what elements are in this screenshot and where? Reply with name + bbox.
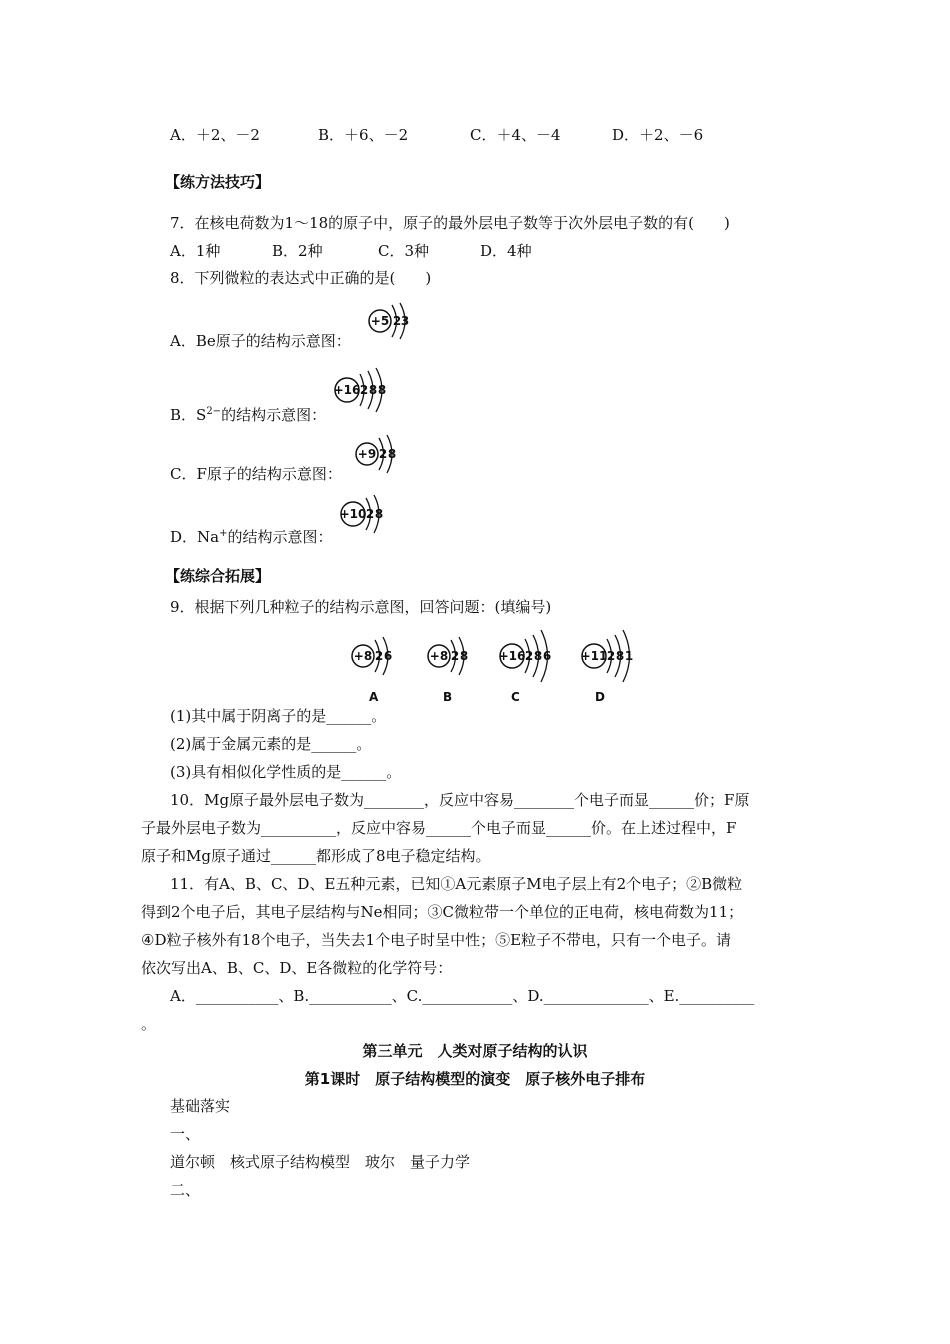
q8-option-c-diagram — [350, 430, 410, 480]
shell-count: 8 — [615, 649, 625, 663]
q11-answer-blanks: A．___________、B.___________、C.____________、D.______________、E.__________ — [170, 987, 755, 1005]
shell-count: 2 — [378, 447, 388, 461]
q7-option-c: C．3种 — [378, 242, 430, 260]
q11-line-4: 依次写出A、B、C、D、E各微粒的化学符号： — [141, 959, 453, 977]
shell-count: 2 — [392, 314, 402, 328]
shell-count: 2 — [450, 649, 460, 663]
q9-part-3: (3)具有相似化学性质的是______。 — [170, 763, 402, 781]
shell-count: 2 — [524, 649, 534, 663]
shell-count: 8 — [533, 649, 543, 663]
q9-part-1: (1)其中属于阴离子的是______。 — [170, 707, 387, 725]
q11-line-2: 得到2个电子后，其电子层结构与Ne相同；③C微粒带一个单位的正电荷，核电荷数为11； — [141, 903, 744, 921]
q8-option-c-text: C．F原子的结构示意图： — [170, 465, 342, 483]
q6-option-a: A．＋2、－2 — [170, 126, 260, 144]
nucleus-charge: +5 — [370, 314, 390, 328]
q10-line-1: 10．Mg原子最外层电子数为________，反应中容易________个电子而显______价；F原 — [170, 791, 750, 809]
nucleus-charge: +10 — [339, 507, 367, 521]
nucleus-charge: +8 — [429, 649, 449, 663]
answers-part-1: 一、 — [170, 1125, 201, 1143]
q8-stem: 8．下列微粒的表达式中正确的是( ) — [170, 269, 432, 287]
answers-basic-heading: 基础落实 — [170, 1097, 231, 1115]
q9-particle-c-diagram — [496, 626, 566, 686]
q7-option-b: B．2种 — [272, 242, 323, 260]
section-method-heading: 【练方法技巧】 — [165, 173, 271, 191]
nucleus-charge: +16 — [333, 383, 361, 397]
q10-line-2: 子最外层电子数为__________，反应中容易______个电子而显______价。在上述过程中，F — [141, 819, 737, 837]
q9-particle-b-label: B — [443, 690, 453, 704]
q7-option-d: D．4种 — [480, 242, 532, 260]
q9-particle-c-label: C — [511, 690, 520, 704]
q9-particle-d-label: D — [595, 690, 605, 704]
q6-option-d: D．＋2、－6 — [612, 126, 704, 144]
nucleus-charge: +8 — [353, 649, 373, 663]
q8-option-d-diagram — [336, 490, 396, 540]
shell-count: 8 — [368, 383, 378, 397]
shell-count: 8 — [459, 649, 469, 663]
q9-particle-a-diagram — [348, 632, 408, 682]
q8-option-a-diagram — [364, 297, 424, 347]
q9-particle-a-label: A — [369, 690, 379, 704]
q9-stem: 9．根据下列几种粒子的结构示意图，回答问题：(填编号) — [170, 598, 552, 616]
q8-option-a-text: A．Be原子的结构示意图： — [170, 332, 351, 350]
q10-line-3: 原子和Mg原子通过______都形成了8电子稳定结构。 — [141, 847, 491, 865]
lesson-title: 第1课时 原子结构模型的演变 原子核外电子排布 — [304, 1070, 646, 1088]
nucleus-charge: +9 — [357, 447, 377, 461]
q9-particle-d-diagram — [578, 626, 648, 686]
answers-part-2: 二、 — [170, 1181, 201, 1199]
q9-particle-b-diagram — [424, 632, 484, 682]
q7-stem: 7．在核电荷数为1～18的原子中，原子的最外层电子数等于次外层电子数的有( ) — [170, 214, 730, 232]
q7-option-a: A．1种 — [170, 242, 221, 260]
shell-count: 8 — [374, 507, 384, 521]
q6-option-c: C．＋4、－4 — [470, 126, 561, 144]
nucleus-charge: +16 — [498, 649, 526, 663]
answers-part-1-content: 道尔顿 核式原子结构模型 玻尔 量子力学 — [170, 1153, 471, 1171]
shell-count: 6 — [383, 649, 393, 663]
shell-count: 8 — [387, 447, 397, 461]
section-comprehensive-heading: 【练综合拓展】 — [165, 567, 271, 585]
shell-count: 2 — [606, 649, 616, 663]
q11-line-3: ④D粒子核外有18个电子，当失去1个电子时呈中性；⑤E粒子不带电，只有一个电子。请 — [141, 931, 732, 949]
q8-option-d-text: D．Na+的结构示意图： — [170, 528, 333, 546]
shell-count: 2 — [374, 649, 384, 663]
shell-count: 2 — [365, 507, 375, 521]
q8-option-b-diagram — [330, 365, 400, 417]
shell-count: 8 — [377, 383, 387, 397]
q6-option-b: B．＋6、－2 — [318, 126, 409, 144]
nucleus-charge: +11 — [580, 649, 608, 663]
shell-count: 2 — [359, 383, 369, 397]
shell-count: 6 — [542, 649, 552, 663]
unit-title: 第三单元 人类对原子结构的认识 — [362, 1042, 588, 1060]
q11-line-1: 11．有A、B、C、D、E五种元素，已知①A元素原子M电子层上有2个电子；②B微粒 — [170, 875, 743, 893]
shell-count: 1 — [624, 649, 634, 663]
q9-part-2: (2)属于金属元素的是______。 — [170, 735, 372, 753]
q8-option-b-text: B．$S^{2-}$的结构示意图： — [170, 406, 327, 424]
q11-end-mark: 。 — [141, 1015, 157, 1033]
shell-count: 3 — [400, 314, 410, 328]
